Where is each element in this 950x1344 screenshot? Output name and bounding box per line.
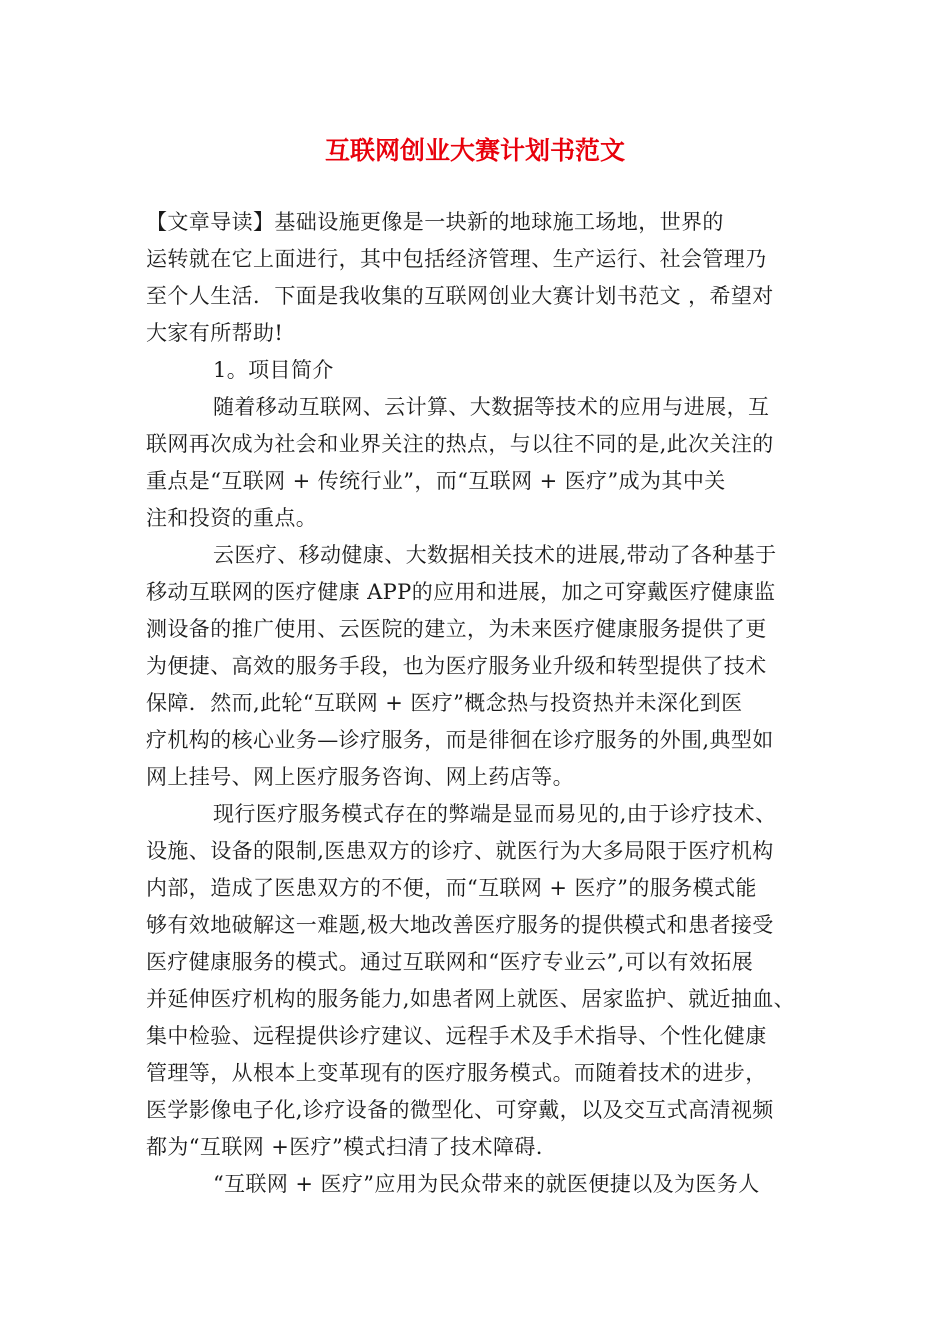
text-line: 云医疗、移动健康、大数据相关技术的进展,带动了各种基于 [213, 543, 777, 567]
text-line: 网上挂号、网上医疗服务咨询、网上药店等。 [146, 765, 574, 789]
text-line: 测设备的推广使用、云医院的建立，为未来医疗健康服务提供了更 [146, 617, 767, 641]
text-line: 随着移动互联网、云计算、大数据等技术的应用与进展，互 [213, 395, 770, 419]
text-line: “互联网 + 医疗”应用为民众带来的就医便捷以及为医务人 [213, 1172, 760, 1196]
text-line: 为便捷、高效的服务手段，也为医疗服务业升级和转型提供了技术 [146, 654, 767, 678]
text-line: 至个人生活．下面是我收集的互联网创业大赛计划书范文 ，希望对 [146, 284, 774, 308]
text-line: 重点是“互联网 + 传统行业”，而“互联网 + 医疗”成为其中关 [146, 469, 726, 493]
text-line: 够有效地破解这一难题,极大地改善医疗服务的提供模式和患者接受 [146, 913, 774, 937]
text-line: 疗机构的核心业务—诊疗服务，而是徘徊在诊疗服务的外围,典型如 [146, 728, 774, 752]
section-heading: 1。项目简介 [213, 358, 334, 382]
text-line: 运转就在它上面进行，其中包括经济管理、生产运行、社会管理乃 [146, 247, 767, 271]
text-line: 注和投资的重点。 [146, 506, 318, 530]
text-line: 集中检验、远程提供诊疗建议、远程手术及手术指导、个性化健康 [146, 1024, 767, 1048]
text-line: 医疗健康服务的模式。通过互联网和“医疗专业云”,可以有效拓展 [146, 950, 754, 974]
text-line: 并延伸医疗机构的服务能力,如患者网上就医、居家监护、就近抽血、 [146, 987, 796, 1011]
text-line: 【文章导读】基础设施更像是一块新的地球施工场地，世界的 [146, 210, 724, 234]
text-line: 大家有所帮助! [146, 321, 284, 345]
document-title: 互联网创业大赛计划书范文 [324, 136, 625, 165]
text-line: 管理等，从根本上变革现有的医疗服务模式。而随着技术的进步， [146, 1061, 767, 1085]
text-line: 联网再次成为社会和业界关注的热点，与以往不同的是,此次关注的 [146, 432, 774, 456]
text-line: 都为“互联网 +医疗”模式扫清了技术障碍. [146, 1135, 543, 1159]
text-line: 移动互联网的医疗健康 APP的应用和进展，加之可穿戴医疗健康监 [146, 580, 776, 604]
text-line: 医学影像电子化,诊疗设备的微型化、可穿戴，以及交互式高清视频 [146, 1098, 774, 1122]
text-line: 现行医疗服务模式存在的弊端是显而易见的,由于诊疗技术、 [213, 802, 777, 826]
text-line: 内部，造成了医患双方的不便，而“互联网 + 医疗”的服务模式能 [146, 876, 757, 900]
text-line: 设施、设备的限制,医患双方的诊疗、就医行为大多局限于医疗机构 [146, 839, 774, 863]
text-line: 保障．然而,此轮“互联网 + 医疗”概念热与投资热并未深化到医 [146, 691, 743, 715]
